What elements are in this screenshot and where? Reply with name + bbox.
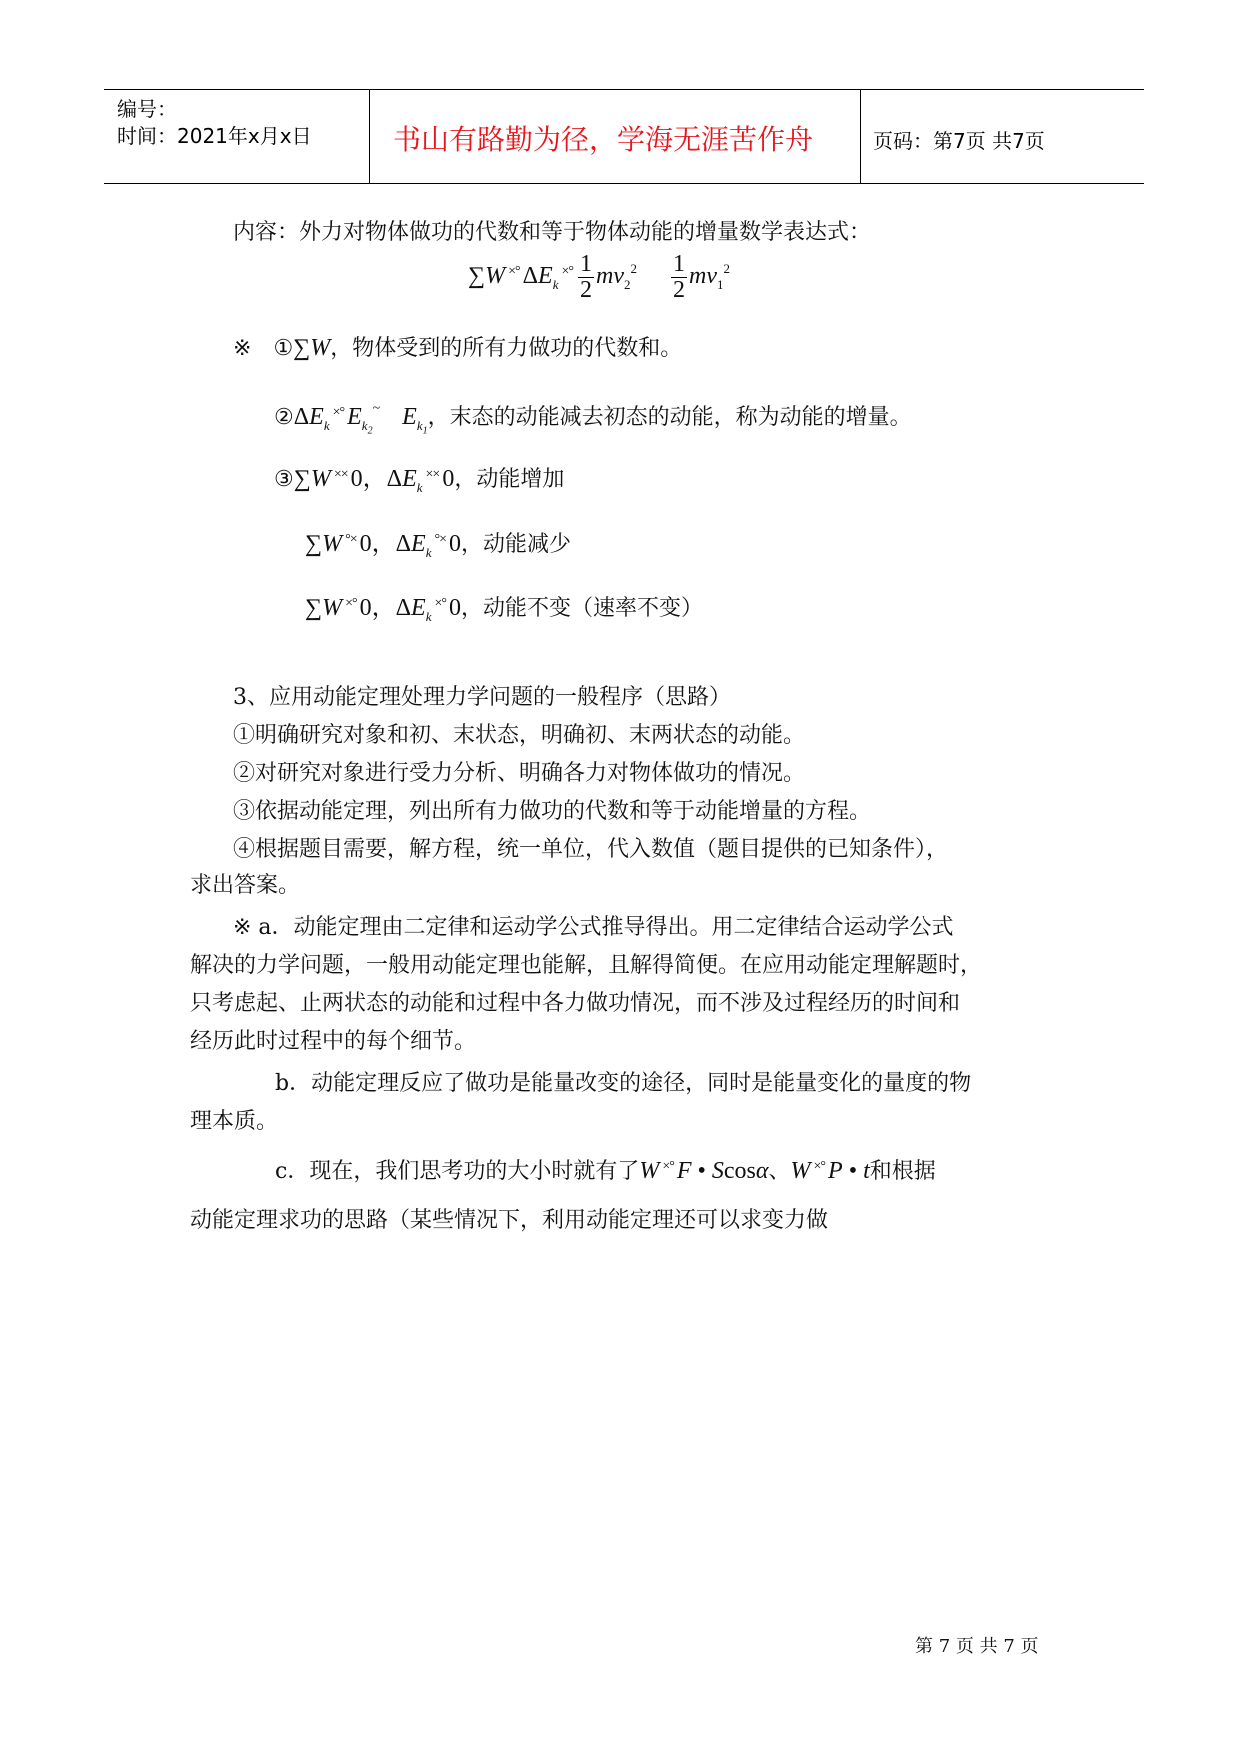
step-1: ①明确研究对象和初、末状态，明确初、末两状态的动能。 [233,723,806,748]
header-bottom-rule [104,183,1144,184]
page-footer: 第 7 页 共 7 页 [915,1636,1039,1657]
item3c-text: ，动能不变（速率不变） [461,596,704,621]
note-a-line-3: 只考虑起、止两状态的动能和过程中各力做功情况，而不涉及过程经历的时间和 [190,991,961,1016]
note-c-mid: 、 [768,1159,791,1184]
work-energy-formula: ∑W ×° $\Delta E_k^{\times^\circ}$ $\frac{1}{2}$ $mv_2^2$ $\frac{1}{2}$ $mv_1^2$ [468,251,730,304]
header-top-rule [104,89,1144,90]
step-3: ③依据动能定理，列出所有力做功的代数和等于动能增量的方程。 [233,799,872,824]
header-motto: 书山有路勤为径，学海无涯苦作舟 [393,123,814,156]
note-c-suffix: 和根据 [869,1159,936,1184]
step-4-line-1: ④根据题目需要，解方程，统一单位，代入数值（题目提供的已知条件）， [233,837,949,862]
note-b-line-2: 理本质。 [190,1109,279,1134]
header-time-label: 时间：2021年x月x日 [117,124,312,148]
note-mark: ※ [233,336,252,361]
header-divider-right [860,89,861,184]
header-divider-left [369,89,370,184]
note-b-line-1: b．动能定理反应了做功是能量改变的途径，同时是能量变化的量度的物 [275,1071,972,1096]
note-c-prefix: c．现在，我们思考功的大小时就有了 [275,1159,640,1184]
step-2: ②对研究对象进行受力分析、明确各力对物体做功的情况。 [233,761,806,786]
content-intro: 内容：外力对物体做功的代数和等于物体动能的增量数学表达式： [233,220,872,245]
item3a-text: ，动能增加 [454,467,565,492]
header-number-label: 编号： [117,97,177,121]
header-page-label: 页码：第7页 共7页 [873,129,1045,153]
note-item-3c: ∑W ×° 0，$\Delta E_k^{\times^\circ}$ 0，动能不变（速率不变） [305,595,704,624]
note-item-3b: ∑W °× 0，$\Delta E_k^{^\circ\times}$ 0，动能减少 [305,531,572,560]
note-item-1: ※ ①∑W，物体受到的所有力做功的代数和。 [233,335,683,361]
note-a-line-4: 经历此时过程中的每个细节。 [190,1029,477,1054]
note-c-line-2: 动能定理求功的思路（某些情况下，利用动能定理还可以求变力做 [190,1208,829,1233]
item3b-text: ，动能减少 [461,532,572,557]
note-a-line-2: 解决的力学问题，一般用动能定理也能解，且解得简便。在应用动能定理解题时， [190,953,983,978]
step-4-line-2: 求出答案。 [190,873,301,898]
section-3-title: 3、应用动能定理处理力学问题的一般程序（思路） [233,685,731,710]
note-a-line-1: ※ a．动能定理由二定律和运动学公式推导得出。用二定律结合运动学公式 [233,915,954,940]
note-item-2: $②\Delta E_k^{\times^\circ}$ $E_{k_2}^\sim$ $E_{k_1}$，末态的动能减去初态的动能，称为动能的增量。 [274,401,912,437]
note-c-line-1: c．现在，我们思考功的大小时就有了W ×° F • Scosα、W ×° P • t和根据 [275,1158,936,1184]
note-item-3a: ③∑W ×× 0，$\Delta E_k^{\times\times}$ 0，动能增加 [274,466,565,495]
item1-text: ，物体受到的所有力做功的代数和。 [330,336,683,361]
item2-text: ，末态的动能减去初态的动能，称为动能的增量。 [427,405,912,430]
